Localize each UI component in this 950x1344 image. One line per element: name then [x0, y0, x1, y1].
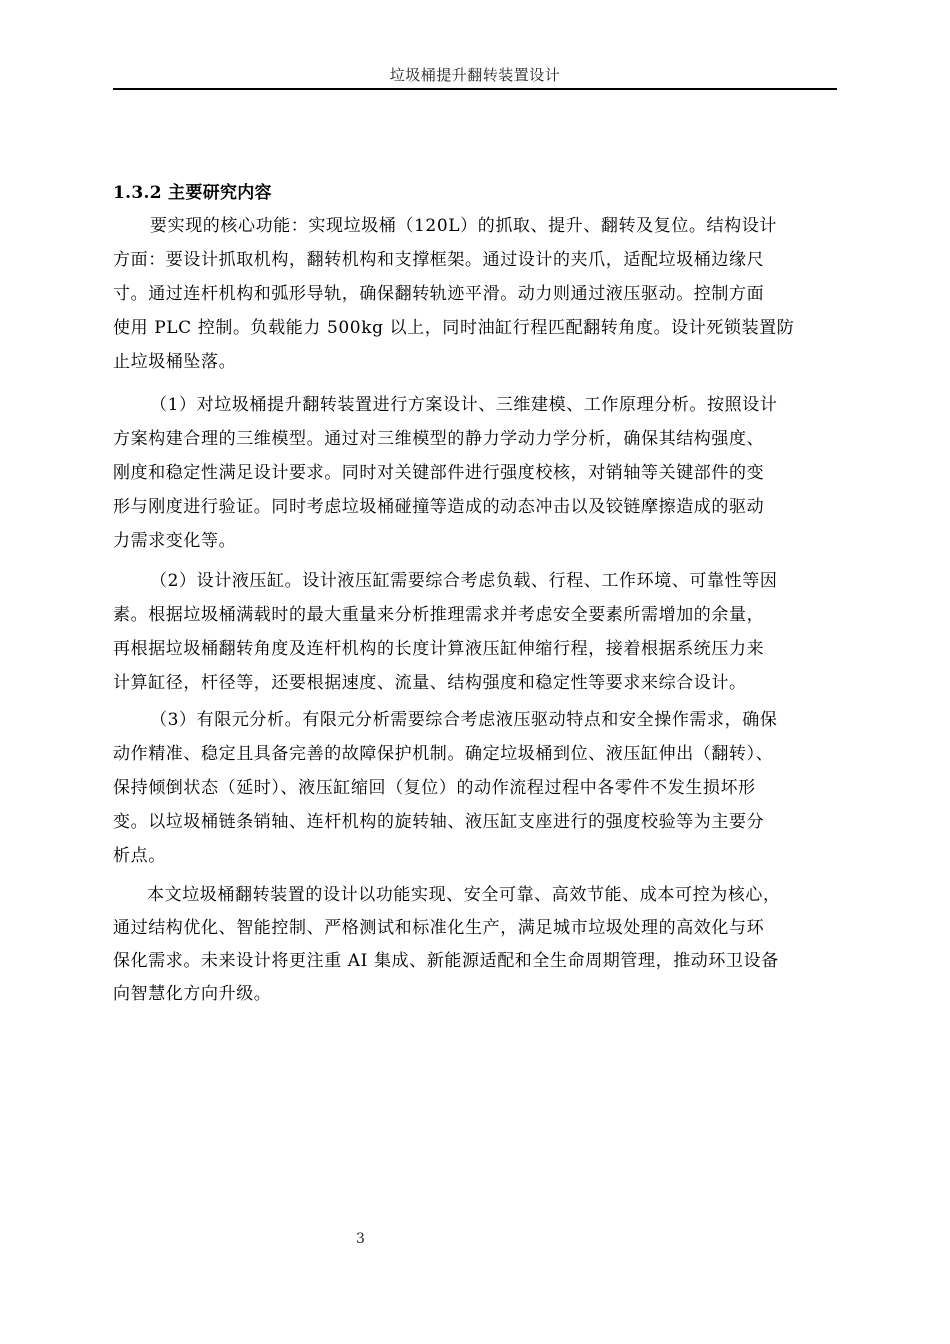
text-line: 保持倾倒状态（延时）、液压缸缩回（复位）的动作流程过程中各零件不发生损坏形: [113, 778, 756, 798]
text-line: 通过结构优化、智能控制、严格测试和标准化生产，满足城市垃圾处理的高效化与环: [113, 918, 765, 938]
text-line: 要实现的核心功能：实现垃圾桶（120L）的抓取、提升、翻转及复位。结构设计: [150, 216, 777, 236]
text-line: 本文垃圾桶翻转装置的设计以功能实现、安全可靠、高效节能、成本可控为核心，: [147, 885, 781, 905]
text-line: 变。以垃圾桶链条销轴、连杆机构的旋转轴、液压缸支座进行的强度校验等为主要分: [113, 812, 765, 832]
paragraph-item-2: [113, 564, 837, 700]
text-line: 刚度和稳定性满足设计要求。同时对关键部件进行强度校核，对销轴等关键部件的变: [113, 463, 765, 483]
text-line: 止垃圾桶坠落。: [113, 352, 237, 372]
text-line: （3）有限元分析。有限元分析需要综合考虑液压驱动特点和安全操作需求，确保: [150, 710, 778, 730]
paragraph-item-3: [113, 703, 837, 873]
text-line: 力需求变化等。: [113, 531, 237, 551]
text-line: 计算缸径，杆径等，还要根据速度、流量、结构强度和稳定性等要求来综合设计。: [113, 673, 747, 693]
text-line: （1）对垃圾桶提升翻转装置进行方案设计、三维建模、工作原理分析。按照设计: [150, 395, 778, 415]
text-line: 向智慧化方向升级。: [113, 984, 272, 1004]
text-line: 再根据垃圾桶翻转角度及连杆机构的长度计算液压缸伸缩行程，接着根据系统压力来: [113, 639, 765, 659]
text-line: 动作精准、稳定且具备完善的故障保护机制。确定垃圾桶到位、液压缸伸出（翻转）、: [113, 744, 774, 764]
text-line: 析点。: [113, 846, 166, 866]
paragraph-core-functions: [113, 209, 837, 379]
running-header: 垃圾桶提升翻转装置设计: [389, 66, 561, 84]
paragraph-item-1: [113, 388, 837, 558]
text-line: 素。根据垃圾桶满载时的最大重量来分析推理需求并考虑安全要素所需增加的余量，: [113, 605, 765, 625]
text-line: 形与刚度进行验证。同时考虑垃圾桶碰撞等造成的动态冲击以及铰链摩擦造成的驱动: [113, 497, 765, 517]
paragraph-conclusion: [113, 879, 837, 1011]
text-line: 方面：要设计抓取机构，翻转机构和支撑框架。通过设计的夹爪，适配垃圾桶边缘尺: [113, 250, 765, 270]
text-line: 寸。通过连杆机构和弧形导轨，确保翻转轨迹平滑。动力则通过液压驱动。控制方面: [113, 284, 765, 304]
text-line: 保化需求。未来设计将更注重 AI 集成、新能源适配和全生命周期管理，推动环卫设备: [113, 951, 779, 971]
page-number: 3: [356, 1231, 365, 1247]
section-heading: 1.3.2 主要研究内容: [113, 183, 272, 203]
text-line: 方案构建合理的三维模型。通过对三维模型的静力学动力学分析，确保其结构强度、: [113, 429, 765, 449]
header-rule: [113, 88, 837, 90]
text-line: 使用 PLC 控制。负载能力 500kg 以上，同时油缸行程匹配翻转角度。设计死锁装置防: [113, 318, 795, 338]
text-line: （2）设计液压缸。设计液压缸需要综合考虑负载、行程、工作环境、可靠性等因: [150, 571, 778, 591]
